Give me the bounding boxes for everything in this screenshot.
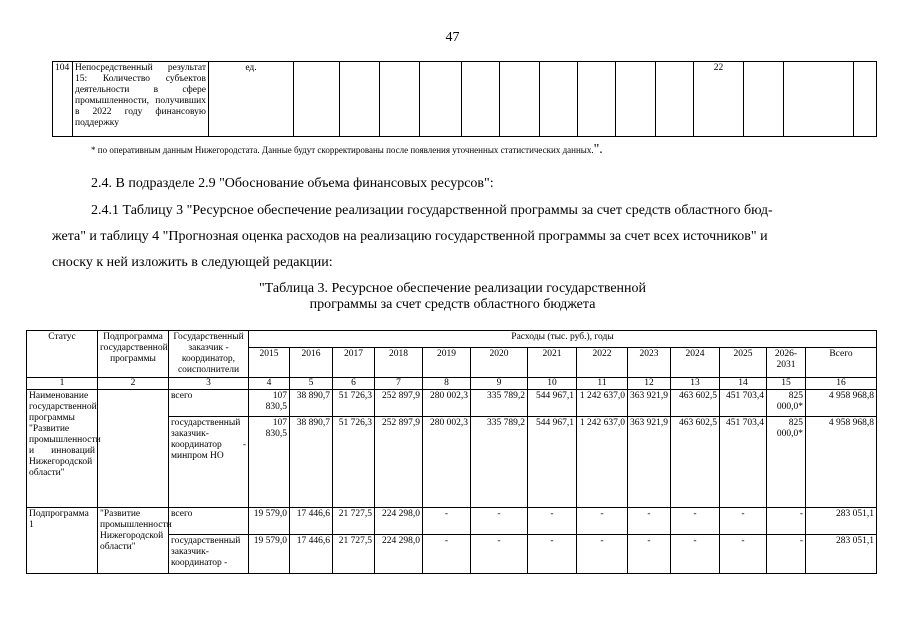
column-number: 8 [423, 378, 471, 390]
year-header: 2026-2031 [767, 347, 806, 377]
table-caption: "Таблица 3. Ресурсное обеспечение реализации государственной [258, 281, 647, 296]
value-cell: - [628, 508, 671, 535]
year-header: 2024 [671, 347, 720, 377]
value-cell: 107 830,5 [249, 417, 290, 508]
status-cell: Подпрограмма 1 [27, 508, 98, 574]
column-number: 7 [375, 378, 423, 390]
column-number: 15 [767, 378, 806, 390]
column-number: 9 [471, 378, 528, 390]
value-cell: 825 000,0* [767, 417, 806, 508]
indicator-table [52, 61, 877, 137]
footnote-quote: ". [593, 142, 603, 157]
value-cell: 51 726,3 [333, 417, 375, 508]
value-cell: 19 579,0 [249, 535, 290, 574]
value-cell: 544 967,1 [528, 390, 577, 417]
value-cell: - [471, 535, 528, 574]
year-header: 2019 [423, 347, 471, 377]
header-row [27, 331, 877, 348]
value-cell: - [577, 508, 628, 535]
year-header: 2016 [290, 347, 333, 377]
year-header: 2020 [471, 347, 528, 377]
column-number: 12 [628, 378, 671, 390]
value-cell: - [671, 508, 720, 535]
row-number: 104 [53, 62, 73, 137]
table-row [53, 62, 877, 137]
value-cell: 21 727,5 [333, 508, 375, 535]
paragraph-line: 2.4.1 Таблицу 3 "Ресурсное обеспечение реализации государственной программы за счет средств областного бюд- [91, 203, 773, 218]
value-cell: 224 298,0 [375, 535, 423, 574]
subprogram-cell: "Развитие промышленности Нижегородской области" [98, 508, 169, 574]
value-cell: - [471, 508, 528, 535]
total-cell: 4 958 968,8 [806, 417, 877, 508]
value-cell: - [423, 508, 471, 535]
value-cell: - [528, 508, 577, 535]
value-cell: 224 298,0 [375, 508, 423, 535]
footnote [91, 142, 603, 158]
total-cell: 4 958 968,8 [806, 390, 877, 417]
value-cell: 17 446,6 [290, 535, 333, 574]
value-cell: 38 890,7 [290, 390, 333, 417]
value-cell: 1 242 637,0 [577, 390, 628, 417]
value-cell: 51 726,3 [333, 390, 375, 417]
year-header: 2017 [333, 347, 375, 377]
paragraph-line: жета" и таблицу 4 "Прогнозная оценка расходов на реализацию государственной программы за счет всех источников" и [52, 229, 768, 244]
column-number-row [27, 378, 877, 390]
customer-cell: государственный заказчик-координатор - [169, 535, 249, 574]
customer-cell: государственный заказчик-координатор - минпром НО [169, 417, 249, 508]
value-cell: - [767, 535, 806, 574]
header-customer: Государственный заказчик - координатор, соисполнители [169, 331, 249, 378]
subprogram-cell [98, 390, 169, 508]
value-cell: - [720, 535, 767, 574]
value-cell: 1 242 637,0 [577, 417, 628, 508]
value-cell: 463 602,5 [671, 390, 720, 417]
value-cell: - [720, 508, 767, 535]
footnote-text: * по оперативным данным Нижегородстата. Данные будут скорректированы после появления уточненных статистических данных. [91, 145, 594, 155]
value-cell: - [671, 535, 720, 574]
value-cell: - [423, 535, 471, 574]
column-number: 16 [806, 378, 877, 390]
column-number: 11 [577, 378, 628, 390]
value-cell: 21 727,5 [333, 535, 375, 574]
header-subprogram: Подпрограмма государственной программы [98, 331, 169, 378]
column-number: 1 [27, 378, 98, 390]
unit-cell: ед. [209, 62, 294, 137]
value-cell: - [628, 535, 671, 574]
value-cell: 107 830,5 [249, 390, 290, 417]
value-cell: 544 967,1 [528, 417, 577, 508]
value-cell: - [767, 508, 806, 535]
value-cell: 38 890,7 [290, 417, 333, 508]
value-cell: 252 897,9 [375, 390, 423, 417]
indicator-name: Непосредственный результат 15: Количество субъектов деятельности в сфере промышленности, получивших в 2022 году финансовую поддержку [73, 62, 209, 137]
column-number: 10 [528, 378, 577, 390]
value-cell: 252 897,9 [375, 417, 423, 508]
customer-cell: всего [169, 508, 249, 535]
column-number: 2 [98, 378, 169, 390]
value-cell: 451 703,4 [720, 390, 767, 417]
column-number: 13 [671, 378, 720, 390]
value-cell: 335 789,2 [471, 390, 528, 417]
value-cell: 335 789,2 [471, 417, 528, 508]
column-number: 14 [720, 378, 767, 390]
year-header: 2018 [375, 347, 423, 377]
value-cell: 280 002,3 [423, 390, 471, 417]
header-expenses: Расходы (тыс. руб.), годы [249, 331, 877, 348]
value-cell: 363 921,9 [628, 390, 671, 417]
table-row [27, 508, 877, 535]
resource-table [26, 330, 877, 574]
column-number: 4 [249, 378, 290, 390]
year-header: 2015 [249, 347, 290, 377]
value-cell: 825 000,0* [767, 390, 806, 417]
value-cell: 22 [694, 62, 744, 137]
column-number: 3 [169, 378, 249, 390]
value-cell: 463 602,5 [671, 417, 720, 508]
value-cell: - [577, 535, 628, 574]
value-cell: 451 703,4 [720, 417, 767, 508]
value-cell: 19 579,0 [249, 508, 290, 535]
header-status: Статус [27, 331, 98, 378]
total-cell: 283 051,1 [806, 508, 877, 535]
status-cell: Наименование государственной программы "Развитие промышленности и инноваций Нижегородской области" [27, 390, 98, 508]
page-number: 47 [445, 30, 460, 45]
paragraph-line: сноску к ней изложить в следующей редакции: [52, 255, 333, 270]
value-cell: 17 446,6 [290, 508, 333, 535]
column-number: 6 [333, 378, 375, 390]
value-cell: 363 921,9 [628, 417, 671, 508]
value-cell: 280 002,3 [423, 417, 471, 508]
year-header: 2021 [528, 347, 577, 377]
paragraph-section: 2.4. В подразделе 2.9 "Обоснование объема финансовых ресурсов": [91, 176, 494, 191]
year-header: 2022 [577, 347, 628, 377]
customer-cell: всего [169, 390, 249, 417]
column-number: 5 [290, 378, 333, 390]
year-header: 2023 [628, 347, 671, 377]
total-header: Всего [806, 347, 877, 377]
table-row [27, 390, 877, 417]
total-cell: 283 051,1 [806, 535, 877, 574]
value-cell: - [528, 535, 577, 574]
table-caption: программы за счет средств областного бюджета [309, 297, 596, 312]
year-header: 2025 [720, 347, 767, 377]
